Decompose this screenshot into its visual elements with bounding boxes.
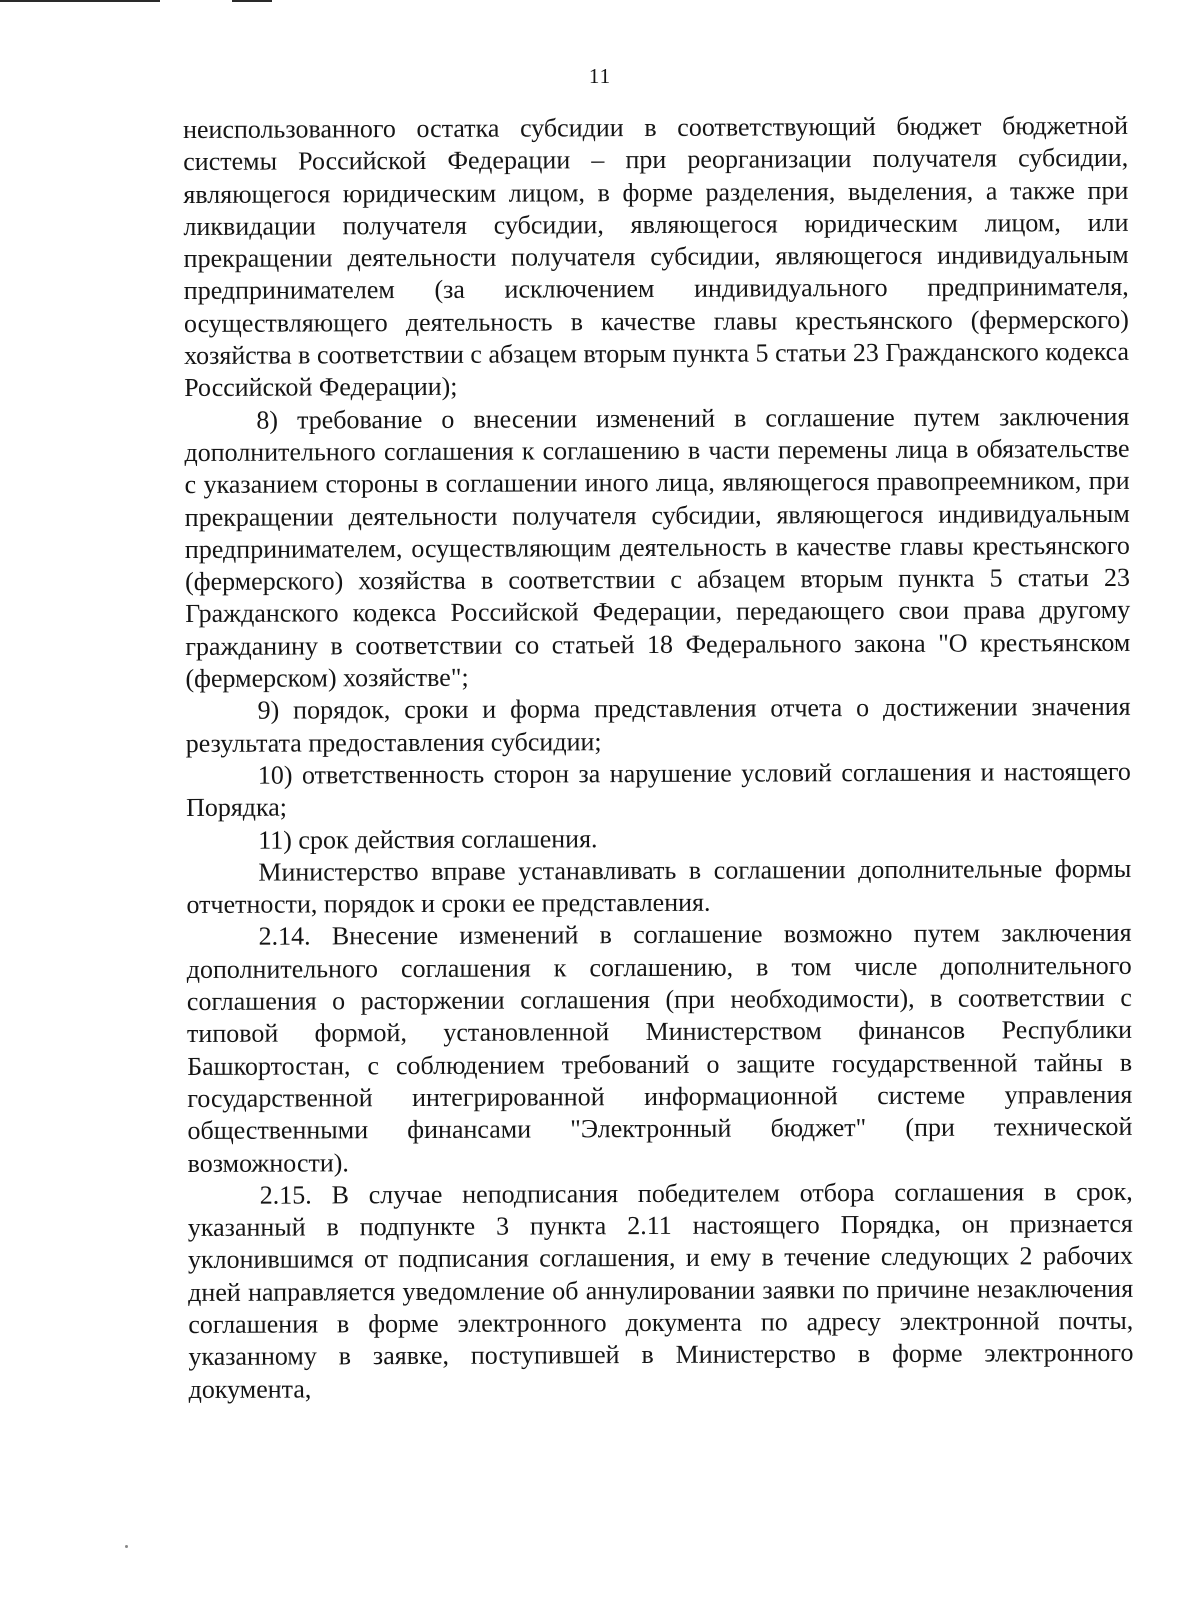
document-body [183, 110, 1134, 1406]
paragraph-item-10: 10) ответственность сторон за нарушение условий соглашения и настоящего Порядка; [185, 756, 1131, 823]
paragraph-continuation: неиспользованного остатка субсидии в соответствующий бюджет бюджетной системы Российской Федерации – при реорганизации получателя субсидии, являющегося юридическим лицом, в форме разделения, выделения, а также при ликвидации получателя субсидии, являющегося юридическим лицом, или прекращении деятельности получателя субсидии, являющегося индивидуальным предпринимателем (за исключением индивидуального предпринимателя, осуществляющего деятельность в качестве главы крестьянского (фермерского) хозяйства в соответствии с абзацем вторым пункта 5 статьи 23 Гражданского кодекса Российской Федерации); [183, 110, 1130, 403]
paragraph-item-8: 8) требование о внесении изменений в соглашение путем заключения дополнительного соглашения к соглашению в части перемены лица в обязательстве с указанием стороны в соглашении иного лица, являющегося правопреемником, при прекращении деятельности получателя субсидии, являющегося индивидуальным предпринимателем, осуществляющим деятельность в качестве главы крестьянского (фермерского) хозяйства в соответствии с абзацем вторым пункта 5 статьи 23 Гражданского кодекса Российской Федерации, передающего свои права другому гражданину в соответствии со статьей 18 Федерального закона "О крестьянском (фермерском) хозяйстве"; [184, 401, 1131, 694]
paragraph-ministry-rights: Министерство вправе устанавливать в соглашении дополнительные формы отчетности, порядок и сроки ее представления. [186, 853, 1132, 920]
page-number: 11 [588, 64, 612, 88]
paragraph-item-11: 11) срок действия соглашения. [258, 823, 598, 855]
paragraph-2-15: 2.15. В случае неподписания победителем отбора соглашения в срок, указанный в подпункте 3 пункта 2.11 настоящего Порядка, он признается уклонившимся от подписания соглашения, и ему в течение следующих 2 рабочих дней направляется уведомление об аннулировании заявки по причине незаключения соглашения в форме электронного документа по адресу электронной почты, указанному в заявке, поступившей в Министерство в форме электронного документа, [187, 1176, 1134, 1404]
paragraph-item-9: 9) порядок, сроки и форма представления отчета о достижении значения результата предоставления субсидии; [185, 692, 1131, 758]
paragraph-2-14: 2.14. Внесение изменений в соглашение возможно путем заключения дополнительного соглашения к соглашению, в том числе дополнительного соглашения о расторжении соглашения (при необходимости), в соответствии с типовой формой, установленной Министерством финансов Республики Башкортостан, с соблюдением требований о защите государственной тайны в государственной интегрированной информационной системе управления общественными финансами "Электронный бюджет" (при технической возможности). [186, 918, 1133, 1178]
scan-edge-mark-left [0, 0, 160, 2]
scan-edge-mark-right [232, 0, 272, 2]
scan-speck [125, 1545, 128, 1548]
